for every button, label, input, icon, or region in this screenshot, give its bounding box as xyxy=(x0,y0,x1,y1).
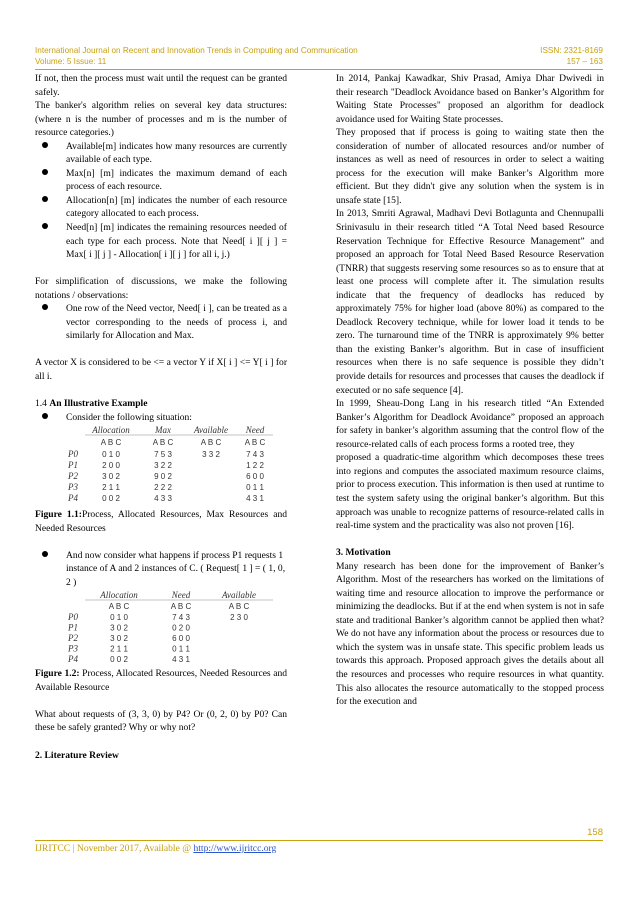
issn: ISSN: 2321-8169 xyxy=(540,46,603,55)
allocation-cell: 2 1 1 xyxy=(102,483,120,493)
bullet-icon xyxy=(35,221,57,262)
available-cell: 3 3 2 xyxy=(202,450,220,460)
paragraph: If not, then the process must wait until the request can be granted safely. xyxy=(35,73,287,98)
subheader: A B C xyxy=(228,602,250,612)
need-cell: 6 0 0 xyxy=(172,634,190,644)
figure-1-2-image xyxy=(63,589,273,665)
header-rule xyxy=(35,69,603,70)
need-cell: 4 3 1 xyxy=(246,494,264,504)
max-cell: 2 2 2 xyxy=(154,483,172,493)
figure-1-2-table xyxy=(35,589,287,667)
column-header: Allocation xyxy=(92,425,130,436)
figure-1-2-caption: Figure 1.2: Process, Allocated Resources, Needed Resources and Available Resource xyxy=(35,668,288,693)
page-number: 158 xyxy=(587,827,603,838)
page-range: 157 – 163 xyxy=(566,57,603,66)
subheader: A B C xyxy=(170,602,192,612)
bullet-icon xyxy=(35,302,57,343)
column-header: Allocation xyxy=(100,590,138,601)
footer-text: IJRITCC | November 2017, Available @ xyxy=(35,843,194,854)
bullet-icon xyxy=(35,194,57,221)
list-item: One row of the Need vector, Need[ i ], can be treated as a vector corresponding to the needs of process i, and similarly for Allocation and Max. xyxy=(35,302,287,343)
paragraph: What about requests of (3, 3, 0) by P4? Or (0, 2, 0) by P0? Can these be safely granted? Why or why not? xyxy=(35,708,287,734)
list-item: Max[n] [m] indicates the maximum demand of each process of each resource. xyxy=(35,167,287,194)
max-cell: 7 5 3 xyxy=(154,450,172,460)
allocation-cell: 0 1 0 xyxy=(102,450,120,460)
paragraph: In 2013, Smriti Agrawal, Madhavi Devi Botlagunta and Chennupalli Srinivasulu in their research titled “A Total Need based Resource Reservation Technique for Effective Resource Management” and proposed an approach for Total Need Based Resource Reservation (TNRR) that suggests reserving some resources so as to ensure that at least one process will complete after it. The simulation results indicate that the frequency of deadlocks has reduced by approximately 75% for higher load (above 80%) as compared to the Deadlock Recovery technique, while for lower load it tends to be zero. The turnaround time of the TNRR is approximately 9% better than the existing Banker’s algorithm. But in case of insufficient resources when there is no safe sequence is possible they didn’t provide details for resources and processes that causes the deadlock if executed or no safe sequence [4]. xyxy=(336,208,604,396)
allocation-cell: 2 1 1 xyxy=(110,644,128,654)
section-heading-2: 2. Literature Review xyxy=(35,749,119,761)
section-heading-1-4: 1.4 An Illustrative Example xyxy=(35,397,148,409)
paragraph: Many research has been done for the improvement of Banker’s Algorithm. Most of the researchers has worked on the limitations of waiting time and resource allocation to improve the performance or minimizing the deadlocks. But if at the end when system is not in safe state and traditional Banker’s algorithm cannot be applied then what? We do not have any information about the process or resources due to which the system was in unsafe state. This specific problem leads us towards this approach. Proposed approach gives the details about all the resources and processes who require resources in what quantity. This also allocates the resource automatically to the stopped process for the execution and xyxy=(336,560,604,708)
paragraph: They proposed that if process is going to waiting state then the consideration of number of allocated resources and/or number of instances as well as need of resources in order to select a waiting process for the execution will make Banker’s Algorithm more efficient. But they didn't give any solution when the system is in unsafe state [15]. xyxy=(336,127,604,206)
paragraph: For simplification of discussions, we make the following notations / observations: xyxy=(35,276,287,301)
figure-1-1-table xyxy=(35,424,287,508)
process-label: P0 xyxy=(68,612,78,623)
max-cell: 3 2 2 xyxy=(154,461,172,471)
column-header: Available xyxy=(222,590,256,601)
column-header: Max xyxy=(155,425,171,436)
column-header: Need xyxy=(245,425,265,436)
paragraph: The banker's algorithm relies on several key data structures: (where n is the number of processes and m is the number of resource categories.) xyxy=(35,100,287,139)
column-header: Need xyxy=(171,590,191,601)
column-header: Available xyxy=(194,425,228,436)
available-cell: 2 3 0 xyxy=(230,613,248,623)
max-cell: 4 3 3 xyxy=(154,494,172,504)
process-label: P4 xyxy=(68,493,78,504)
left-column xyxy=(35,72,287,762)
footer xyxy=(35,843,276,854)
list-item: Consider the following situation: xyxy=(35,411,287,425)
process-label: P3 xyxy=(68,482,78,493)
allocation-cell: 2 0 0 xyxy=(102,461,120,471)
need-cell: 1 2 2 xyxy=(246,461,264,471)
subheader: A B C xyxy=(200,438,222,448)
list-item: Need[n] [m] indicates the remaining resources needed of each type for each process. Note that Need[ i ][ j ] = Max[ i ][ j ] - Allocation[ i ][ j ] for all i, j.) xyxy=(35,221,287,262)
figure-1-1-image xyxy=(63,424,273,506)
list-item: Available[m] indicates how many resources are currently available of each type. xyxy=(35,140,287,167)
need-cell: 0 1 1 xyxy=(172,644,190,654)
allocation-cell: 3 0 2 xyxy=(102,472,120,482)
need-cell: 0 2 0 xyxy=(172,623,190,633)
subheader: A B C xyxy=(152,438,174,448)
process-label: P0 xyxy=(68,449,78,460)
need-cell: 4 3 1 xyxy=(172,655,190,665)
volume-issue: Volume: 5 Issue: 11 xyxy=(35,57,107,66)
process-label: P1 xyxy=(68,460,78,471)
journal-title: International Journal on Recent and Innovation Trends in Computing and Communication xyxy=(35,46,358,55)
process-label: P1 xyxy=(68,622,78,633)
list-item: And now consider what happens if process P1 requests 1 instance of A and 2 instances of C. ( Request[ 1 ] = ( 1, 0, 2 ) xyxy=(35,549,287,590)
allocation-cell: 0 0 2 xyxy=(110,655,128,665)
need-cell: 6 0 0 xyxy=(246,472,264,482)
subheader: A B C xyxy=(108,602,130,612)
allocation-cell: 3 0 2 xyxy=(110,634,128,644)
bullet-icon xyxy=(35,167,57,194)
subheader: A B C xyxy=(244,438,266,448)
subheader: A B C xyxy=(100,438,122,448)
max-cell: 9 0 2 xyxy=(154,472,172,482)
bullet-icon xyxy=(35,140,57,167)
footer-rule xyxy=(35,840,603,841)
journal-link[interactable]: http://www.ijritcc.org xyxy=(193,843,277,854)
process-label: P2 xyxy=(68,471,78,482)
figure-1-1-caption: Figure 1.1:Process, Allocated Resources, Max Resources and Needed Resources xyxy=(35,509,287,534)
bullet-icon xyxy=(35,549,57,590)
section-heading-3: 3. Motivation xyxy=(336,547,391,559)
process-label: P3 xyxy=(68,643,78,654)
allocation-cell: 0 0 2 xyxy=(102,494,120,504)
right-column xyxy=(336,72,604,709)
process-label: P2 xyxy=(68,633,78,644)
paragraph: proposed a quadratic-time algorithm which decomposes these trees into regions and computes the associated maximum resource claims, prior to process execution. This information is then used at runtime to test the system safety using the original banker’s algorithm. But this approach was unable to recognize patterns of resource-related calls in real-time system and the practicality was also not proven [16]. xyxy=(336,452,604,532)
need-cell: 7 4 3 xyxy=(172,613,190,623)
paragraph: A vector X is considered to be <= a vector Y if X[ i ] <= Y[ i ] for all i. xyxy=(35,357,287,382)
allocation-cell: 0 1 0 xyxy=(110,613,128,623)
process-label: P4 xyxy=(68,654,78,665)
list-item: Allocation[n] [m] indicates the number of each resource category allocated to each process. xyxy=(35,194,287,221)
bullet-icon xyxy=(35,411,57,425)
need-cell: 7 4 3 xyxy=(246,450,264,460)
paragraph: In 2014, Pankaj Kawadkar, Shiv Prasad, Amiya Dhar Dwivedi in their research "Deadlock Avoidance based on Banker’s Algorithm for Waiting State Processes" proposed an algorithm for deadlock avoidance used for Waiting State processes. xyxy=(336,73,604,125)
need-cell: 0 1 1 xyxy=(246,483,264,493)
allocation-cell: 3 0 2 xyxy=(110,623,128,633)
paragraph: In 1999, Sheau-Dong Lang in his research titled “An Extended Banker’s Algorithm for Deadlock Avoidance” proposed an approach for safety in banker’s algorithm assuming that the control flow of the resource-related calls of each process forms a rooted tree, they xyxy=(336,398,604,450)
